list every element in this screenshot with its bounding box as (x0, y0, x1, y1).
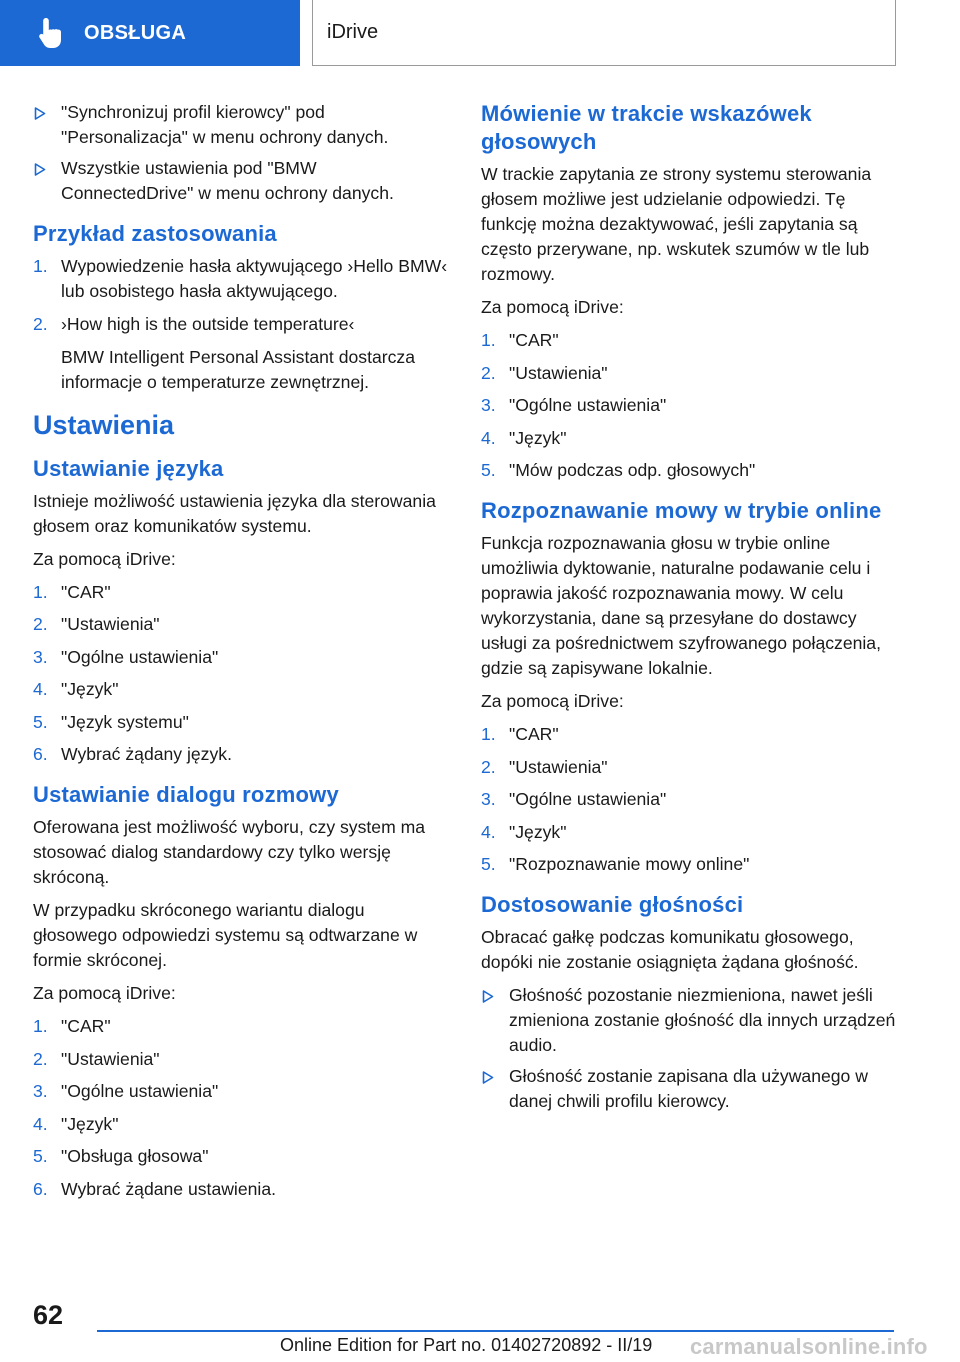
list-item (481, 852, 899, 877)
step-subtext: BMW Intelligent Personal Assistant dostarcza informacje o temperaturze zewnętrznej. (61, 346, 415, 392)
step-number: 5. (33, 1146, 48, 1166)
step-text: "CAR" (509, 330, 559, 350)
step-number: 3. (33, 1081, 48, 1101)
right-column (481, 100, 899, 1122)
list-item (33, 1144, 448, 1169)
step-text: "Ustawienia" (61, 1048, 160, 1069)
list-item (481, 458, 899, 483)
online-paragraph: Funkcja rozpoznawania głosu w trybie online umożliwia dyktowanie, naturalne podawanie celu i poprawia jakość rozpoznawania mowy. W celu wykorzystania, dane są przesyłane do dostawcy usługi za pośrednictwem szyfrowanego połączenia, gdzie są zapisywane lokalnie. (481, 533, 881, 678)
step-text: "Rozpoznawanie mowy online" (509, 854, 750, 874)
step-number: 1. (33, 581, 48, 602)
step-number: 2. (33, 313, 48, 334)
list-item (481, 820, 899, 845)
watermark: carmanualsonline.info (690, 1334, 928, 1359)
dialog-paragraph-1: Oferowana jest możliwość wyboru, czy system ma stosować dialog standardowy czy tylko wersję skróconą. (33, 817, 426, 887)
step-text: Wybrać żądany język. (61, 744, 232, 764)
pointing-hand-icon (34, 15, 70, 51)
step-number: 6. (33, 1178, 48, 1199)
list-item (33, 156, 448, 206)
page-number: 62 (33, 1300, 64, 1330)
step-number: 3. (33, 646, 48, 667)
list-item (33, 1177, 448, 1202)
step-text: "Język" (509, 427, 567, 448)
list-item (33, 100, 448, 150)
step-text: "Ogólne ustawienia" (509, 789, 667, 809)
step-text: "Ustawienia" (509, 362, 608, 383)
interrupt-heading: Mówienie w trakcie wskazówek głosowych (481, 101, 812, 154)
list-item (33, 312, 448, 395)
footer-divider (97, 1330, 894, 1332)
step-text: Wybrać żądane ustawienia. (61, 1178, 276, 1199)
list-item (481, 361, 899, 386)
step-text: "Język" (509, 821, 567, 842)
list-item (481, 426, 899, 451)
list-item (481, 1064, 899, 1114)
step-number: 4. (33, 679, 48, 699)
settings-heading: Ustawienia (33, 409, 175, 440)
volume-paragraph: Obracać gałkę podczas komunikatu głosowego, dopóki nie zostanie osiągnięta żądana głośność. (481, 927, 859, 972)
list-item (33, 710, 448, 735)
triangle-bullet-icon (33, 106, 47, 120)
example-heading: Przykład zastosowania (33, 221, 277, 246)
list-item (33, 1047, 448, 1072)
list-item-text: Głośność zostanie zapisana dla używanego w danej chwili profilu kierowcy. (509, 1066, 868, 1111)
volume-bullet-list (481, 983, 899, 1114)
language-via: Za pomocą iDrive: (33, 548, 176, 569)
step-text: "Ustawienia" (61, 614, 160, 634)
list-item (481, 722, 899, 747)
language-heading: Ustawianie języka (33, 455, 224, 481)
step-text: "CAR" (61, 1016, 111, 1036)
list-item (481, 393, 899, 418)
list-item (33, 645, 448, 670)
list-item (33, 580, 448, 605)
example-steps (33, 254, 448, 395)
online-steps (481, 722, 899, 877)
step-text: ›How high is the outside temperature‹ (61, 313, 355, 334)
step-number: 5. (481, 854, 496, 874)
step-number: 1. (481, 330, 496, 350)
list-item (33, 742, 448, 767)
language-steps (33, 580, 448, 768)
list-item (33, 1112, 448, 1137)
interrupt-steps (481, 328, 899, 483)
list-item (481, 983, 899, 1058)
step-number: 4. (33, 1113, 48, 1134)
list-item (481, 755, 899, 780)
volume-heading: Dostosowanie głośności (481, 892, 744, 917)
step-number: 5. (481, 460, 496, 480)
step-number: 1. (481, 724, 496, 744)
triangle-bullet-icon (481, 989, 495, 1003)
list-item (33, 677, 448, 702)
list-item (33, 612, 448, 637)
step-number: 1. (33, 1016, 48, 1036)
step-number: 4. (481, 821, 496, 842)
left-column (33, 100, 448, 1210)
list-item (481, 328, 899, 353)
triangle-bullet-icon (481, 1070, 495, 1084)
interrupt-via: Za pomocą iDrive: (481, 297, 624, 317)
dialog-paragraph-2: W przypadku skróconego wariantu dialogu głosowego odpowiedzi systemu są odtwarzane w formie skróconej. (33, 900, 418, 970)
triangle-bullet-icon (33, 162, 47, 176)
step-text: "CAR" (61, 581, 111, 602)
intro-bullet-list (33, 100, 448, 206)
step-text: "Obsługa głosowa" (61, 1146, 209, 1166)
list-item (33, 254, 448, 304)
step-number: 2. (481, 362, 496, 383)
interrupt-paragraph: W trackie zapytania ze strony systemu sterowania głosem możliwe jest udzielanie odpowiedzi. Tę funkcję można dezaktywować, jeśli zapytania są często przerywane, np. wskutek szumów w tle lub rozmowy. (481, 164, 872, 284)
step-text: "Mów podczas odp. głosowych" (509, 460, 756, 480)
step-text: "Język" (61, 1113, 119, 1134)
step-text: "Język" (61, 679, 119, 699)
section-label: OBSŁUGA (84, 21, 187, 44)
step-number: 3. (481, 395, 496, 415)
list-item (481, 787, 899, 812)
step-number: 4. (481, 427, 496, 448)
dialog-steps (33, 1014, 448, 1202)
dialog-heading: Ustawianie dialogu rozmowy (33, 782, 339, 807)
list-item-text: "Synchronizuj profil kierowcy" pod "Personalizacja" w menu ochrony danych. (61, 102, 389, 147)
step-text: "CAR" (509, 724, 559, 744)
chapter-title (312, 0, 896, 66)
step-text: "Ogólne ustawienia" (61, 646, 219, 667)
step-text: "Ogólne ustawienia" (509, 395, 667, 415)
section-tab (0, 0, 300, 66)
online-heading: Rozpoznawanie mowy w trybie online (481, 498, 882, 523)
step-number: 3. (481, 789, 496, 809)
list-item-text: Głośność pozostanie niezmieniona, nawet jeśli zmieniona zostanie głośność dla innych urządzeń audio. (509, 985, 896, 1055)
step-number: 6. (33, 744, 48, 764)
list-item (33, 1079, 448, 1104)
step-number: 1. (33, 256, 48, 276)
step-text: "Język systemu" (61, 711, 189, 732)
edition-text: Online Edition for Part no. 01402720892 - II/19 (280, 1335, 653, 1355)
step-text: Wypowiedzenie hasła aktywującego ›Hello BMW‹ lub osobistego hasła aktywującego. (61, 256, 448, 301)
language-paragraph: Istnieje możliwość ustawienia języka dla sterowania głosem oraz komunikatów systemu. (33, 490, 436, 536)
list-item (33, 1014, 448, 1039)
list-item-text: Wszystkie ustawienia pod "BMW ConnectedDrive" w menu ochrony danych. (61, 158, 394, 203)
step-number: 2. (481, 756, 496, 777)
step-text: "Ustawienia" (509, 756, 608, 777)
online-via: Za pomocą iDrive: (481, 691, 624, 711)
dialog-via: Za pomocą iDrive: (33, 983, 176, 1003)
step-number: 2. (33, 614, 48, 634)
step-text: "Ogólne ustawienia" (61, 1081, 219, 1101)
step-number: 5. (33, 711, 48, 732)
chapter-title-text: iDrive (327, 21, 379, 43)
step-number: 2. (33, 1048, 48, 1069)
